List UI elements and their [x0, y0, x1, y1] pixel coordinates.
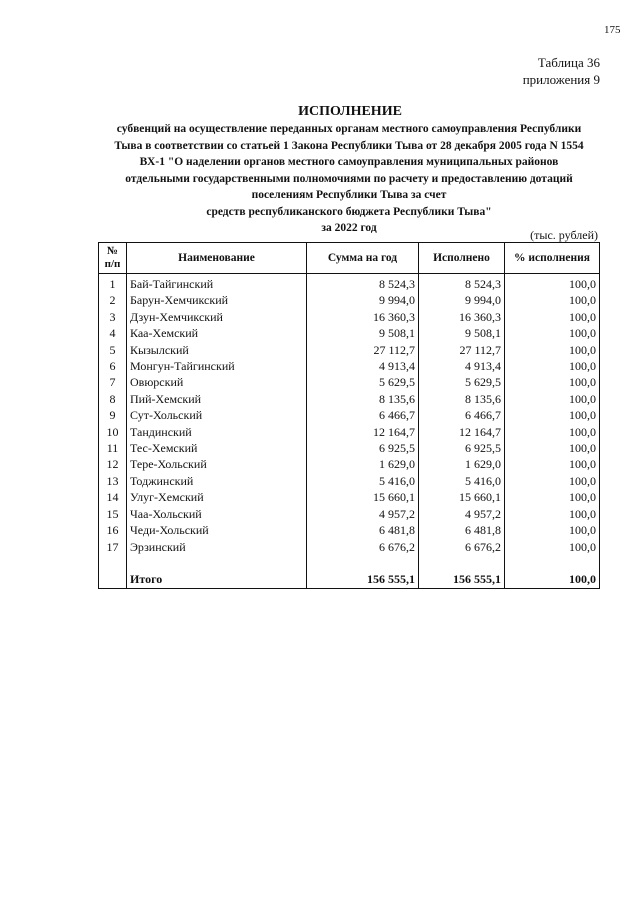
table-row	[99, 539, 600, 555]
subtitle-line: поселениям Республики Тыва за счет	[251, 189, 447, 201]
cell-num: 3	[99, 309, 127, 325]
cell-sum: 16 360,3	[307, 309, 419, 325]
header-name: Наименование	[127, 243, 307, 274]
cell-sum: 9 508,1	[307, 325, 419, 341]
table-row	[99, 489, 600, 505]
cell-pct: 100,0	[505, 391, 600, 407]
header-pct: % исполнения	[505, 243, 600, 274]
cell-name: Пий-Хемский	[127, 391, 307, 407]
cell-sum: 6 481,8	[307, 522, 419, 538]
spacer-cell	[127, 555, 307, 571]
cell-pct: 100,0	[505, 325, 600, 341]
table-row	[99, 342, 600, 358]
cell-num: 1	[99, 274, 127, 293]
cell-name: Чеди-Хольский	[127, 522, 307, 538]
table-row	[99, 292, 600, 308]
cell-num: 12	[99, 456, 127, 472]
cell-num: 17	[99, 539, 127, 555]
cell-exec: 4 913,4	[419, 358, 505, 374]
cell-sum: 6 466,7	[307, 407, 419, 423]
cell-exec: 8 135,6	[419, 391, 505, 407]
cell-num: 8	[99, 391, 127, 407]
table-row	[99, 391, 600, 407]
cell-num: 9	[99, 407, 127, 423]
cell-sum: 12 164,7	[307, 424, 419, 440]
cell-num: 16	[99, 522, 127, 538]
total-pct: 100,0	[505, 571, 600, 588]
cell-num: 14	[99, 489, 127, 505]
cell-exec: 16 360,3	[419, 309, 505, 325]
cell-pct: 100,0	[505, 489, 600, 505]
cell-name: Каа-Хемский	[127, 325, 307, 341]
table-body	[99, 274, 600, 589]
subtitle-line: средств республиканского бюджета Республики Тыва"	[206, 205, 492, 218]
cell-pct: 100,0	[505, 309, 600, 325]
cell-sum: 6 925,5	[307, 440, 419, 456]
header-num-line1: №	[106, 245, 119, 257]
cell-exec: 8 524,3	[419, 274, 505, 293]
table-reference	[523, 54, 600, 88]
cell-num: 6	[99, 358, 127, 374]
cell-sum: 27 112,7	[307, 342, 419, 358]
page-number: 175	[604, 24, 621, 36]
total-num-empty	[99, 571, 127, 588]
cell-pct: 100,0	[505, 424, 600, 440]
cell-exec: 5 416,0	[419, 473, 505, 489]
cell-num: 4	[99, 325, 127, 341]
header-num	[99, 243, 127, 274]
header-num-line2: п/п	[104, 258, 121, 270]
table-row	[99, 522, 600, 538]
table-row	[99, 424, 600, 440]
cell-name: Тоджинский	[127, 473, 307, 489]
cell-sum: 8 135,6	[307, 391, 419, 407]
cell-num: 5	[99, 342, 127, 358]
cell-name: Чаа-Хольский	[127, 506, 307, 522]
cell-name: Сут-Хольский	[127, 407, 307, 423]
table-header-row	[99, 243, 600, 274]
cell-name: Эрзинский	[127, 539, 307, 555]
table-row	[99, 274, 600, 293]
cell-pct: 100,0	[505, 374, 600, 390]
cell-name: Тандинский	[127, 424, 307, 440]
cell-name: Овюрский	[127, 374, 307, 390]
execution-table	[98, 242, 600, 589]
table-row	[99, 374, 600, 390]
cell-sum: 8 524,3	[307, 274, 419, 293]
cell-num: 13	[99, 473, 127, 489]
table-row	[99, 473, 600, 489]
cell-exec: 15 660,1	[419, 489, 505, 505]
cell-num: 11	[99, 440, 127, 456]
header-sum: Сумма на год	[307, 243, 419, 274]
table-row	[99, 309, 600, 325]
cell-exec: 9 508,1	[419, 325, 505, 341]
cell-sum: 4 913,4	[307, 358, 419, 374]
cell-name: Тере-Хольский	[127, 456, 307, 472]
cell-exec: 5 629,5	[419, 374, 505, 390]
table-row	[99, 456, 600, 472]
total-exec: 156 555,1	[419, 571, 505, 588]
cell-sum: 9 994,0	[307, 292, 419, 308]
subtitle-line: отдельными государственными полномочиями по расчету и предоставлению дотаций	[125, 172, 573, 185]
table-row	[99, 358, 600, 374]
cell-num: 2	[99, 292, 127, 308]
cell-pct: 100,0	[505, 342, 600, 358]
total-sum: 156 555,1	[307, 571, 419, 588]
cell-num: 10	[99, 424, 127, 440]
cell-exec: 6 481,8	[419, 522, 505, 538]
cell-sum: 5 629,5	[307, 374, 419, 390]
cell-exec: 6 466,7	[419, 407, 505, 423]
cell-name: Монгун-Тайгинский	[127, 358, 307, 374]
cell-pct: 100,0	[505, 473, 600, 489]
total-label: Итого	[127, 571, 307, 588]
cell-pct: 100,0	[505, 522, 600, 538]
cell-pct: 100,0	[505, 274, 600, 293]
spacer-cell	[505, 555, 600, 571]
cell-name: Бай-Тайгинский	[127, 274, 307, 293]
document-subtitle	[60, 121, 638, 237]
table-row	[99, 325, 600, 341]
units-label: (тыс. рублей)	[530, 228, 598, 242]
cell-sum: 5 416,0	[307, 473, 419, 489]
cell-num: 7	[99, 374, 127, 390]
cell-exec: 12 164,7	[419, 424, 505, 440]
subtitle-line: ВХ-1 "О наделении органов местного самоуправления муниципальных районов	[139, 156, 559, 168]
spacer-cell	[99, 555, 127, 571]
cell-num: 15	[99, 506, 127, 522]
cell-pct: 100,0	[505, 506, 600, 522]
cell-sum: 4 957,2	[307, 506, 419, 522]
total-row	[99, 571, 600, 588]
cell-name: Кызылский	[127, 342, 307, 358]
cell-exec: 1 629,0	[419, 456, 505, 472]
cell-pct: 100,0	[505, 407, 600, 423]
cell-name: Тес-Хемский	[127, 440, 307, 456]
cell-name: Улуг-Хемский	[127, 489, 307, 505]
spacer-cell	[307, 555, 419, 571]
cell-exec: 4 957,2	[419, 506, 505, 522]
cell-exec: 6 925,5	[419, 440, 505, 456]
subtitle-line: за 2022 год	[321, 222, 377, 234]
table-row	[99, 506, 600, 522]
spacer-cell	[419, 555, 505, 571]
cell-exec: 9 994,0	[419, 292, 505, 308]
cell-sum: 1 629,0	[307, 456, 419, 472]
subtitle-line: Тыва в соответствии со статьей 1 Закона Республики Тыва от 28 декабря 2005 года N 1554	[114, 139, 584, 152]
cell-pct: 100,0	[505, 292, 600, 308]
document-title: ИСПОЛНЕНИЕ	[298, 104, 402, 119]
cell-exec: 27 112,7	[419, 342, 505, 358]
subtitle-line: субвенций на осуществление переданных органам местного самоуправления Республики	[116, 123, 582, 135]
cell-exec: 6 676,2	[419, 539, 505, 555]
header-exec: Исполнено	[419, 243, 505, 274]
cell-pct: 100,0	[505, 539, 600, 555]
cell-pct: 100,0	[505, 440, 600, 456]
cell-name: Барун-Хемчикский	[127, 292, 307, 308]
cell-name: Дзун-Хемчикский	[127, 309, 307, 325]
cell-sum: 6 676,2	[307, 539, 419, 555]
cell-pct: 100,0	[505, 358, 600, 374]
table-row	[99, 407, 600, 423]
cell-pct: 100,0	[505, 456, 600, 472]
table-ref-line2: приложения 9	[522, 72, 600, 87]
table-row	[99, 440, 600, 456]
table-ref-line1: Таблица 36	[537, 55, 600, 70]
spacer-row	[99, 555, 600, 571]
cell-sum: 15 660,1	[307, 489, 419, 505]
